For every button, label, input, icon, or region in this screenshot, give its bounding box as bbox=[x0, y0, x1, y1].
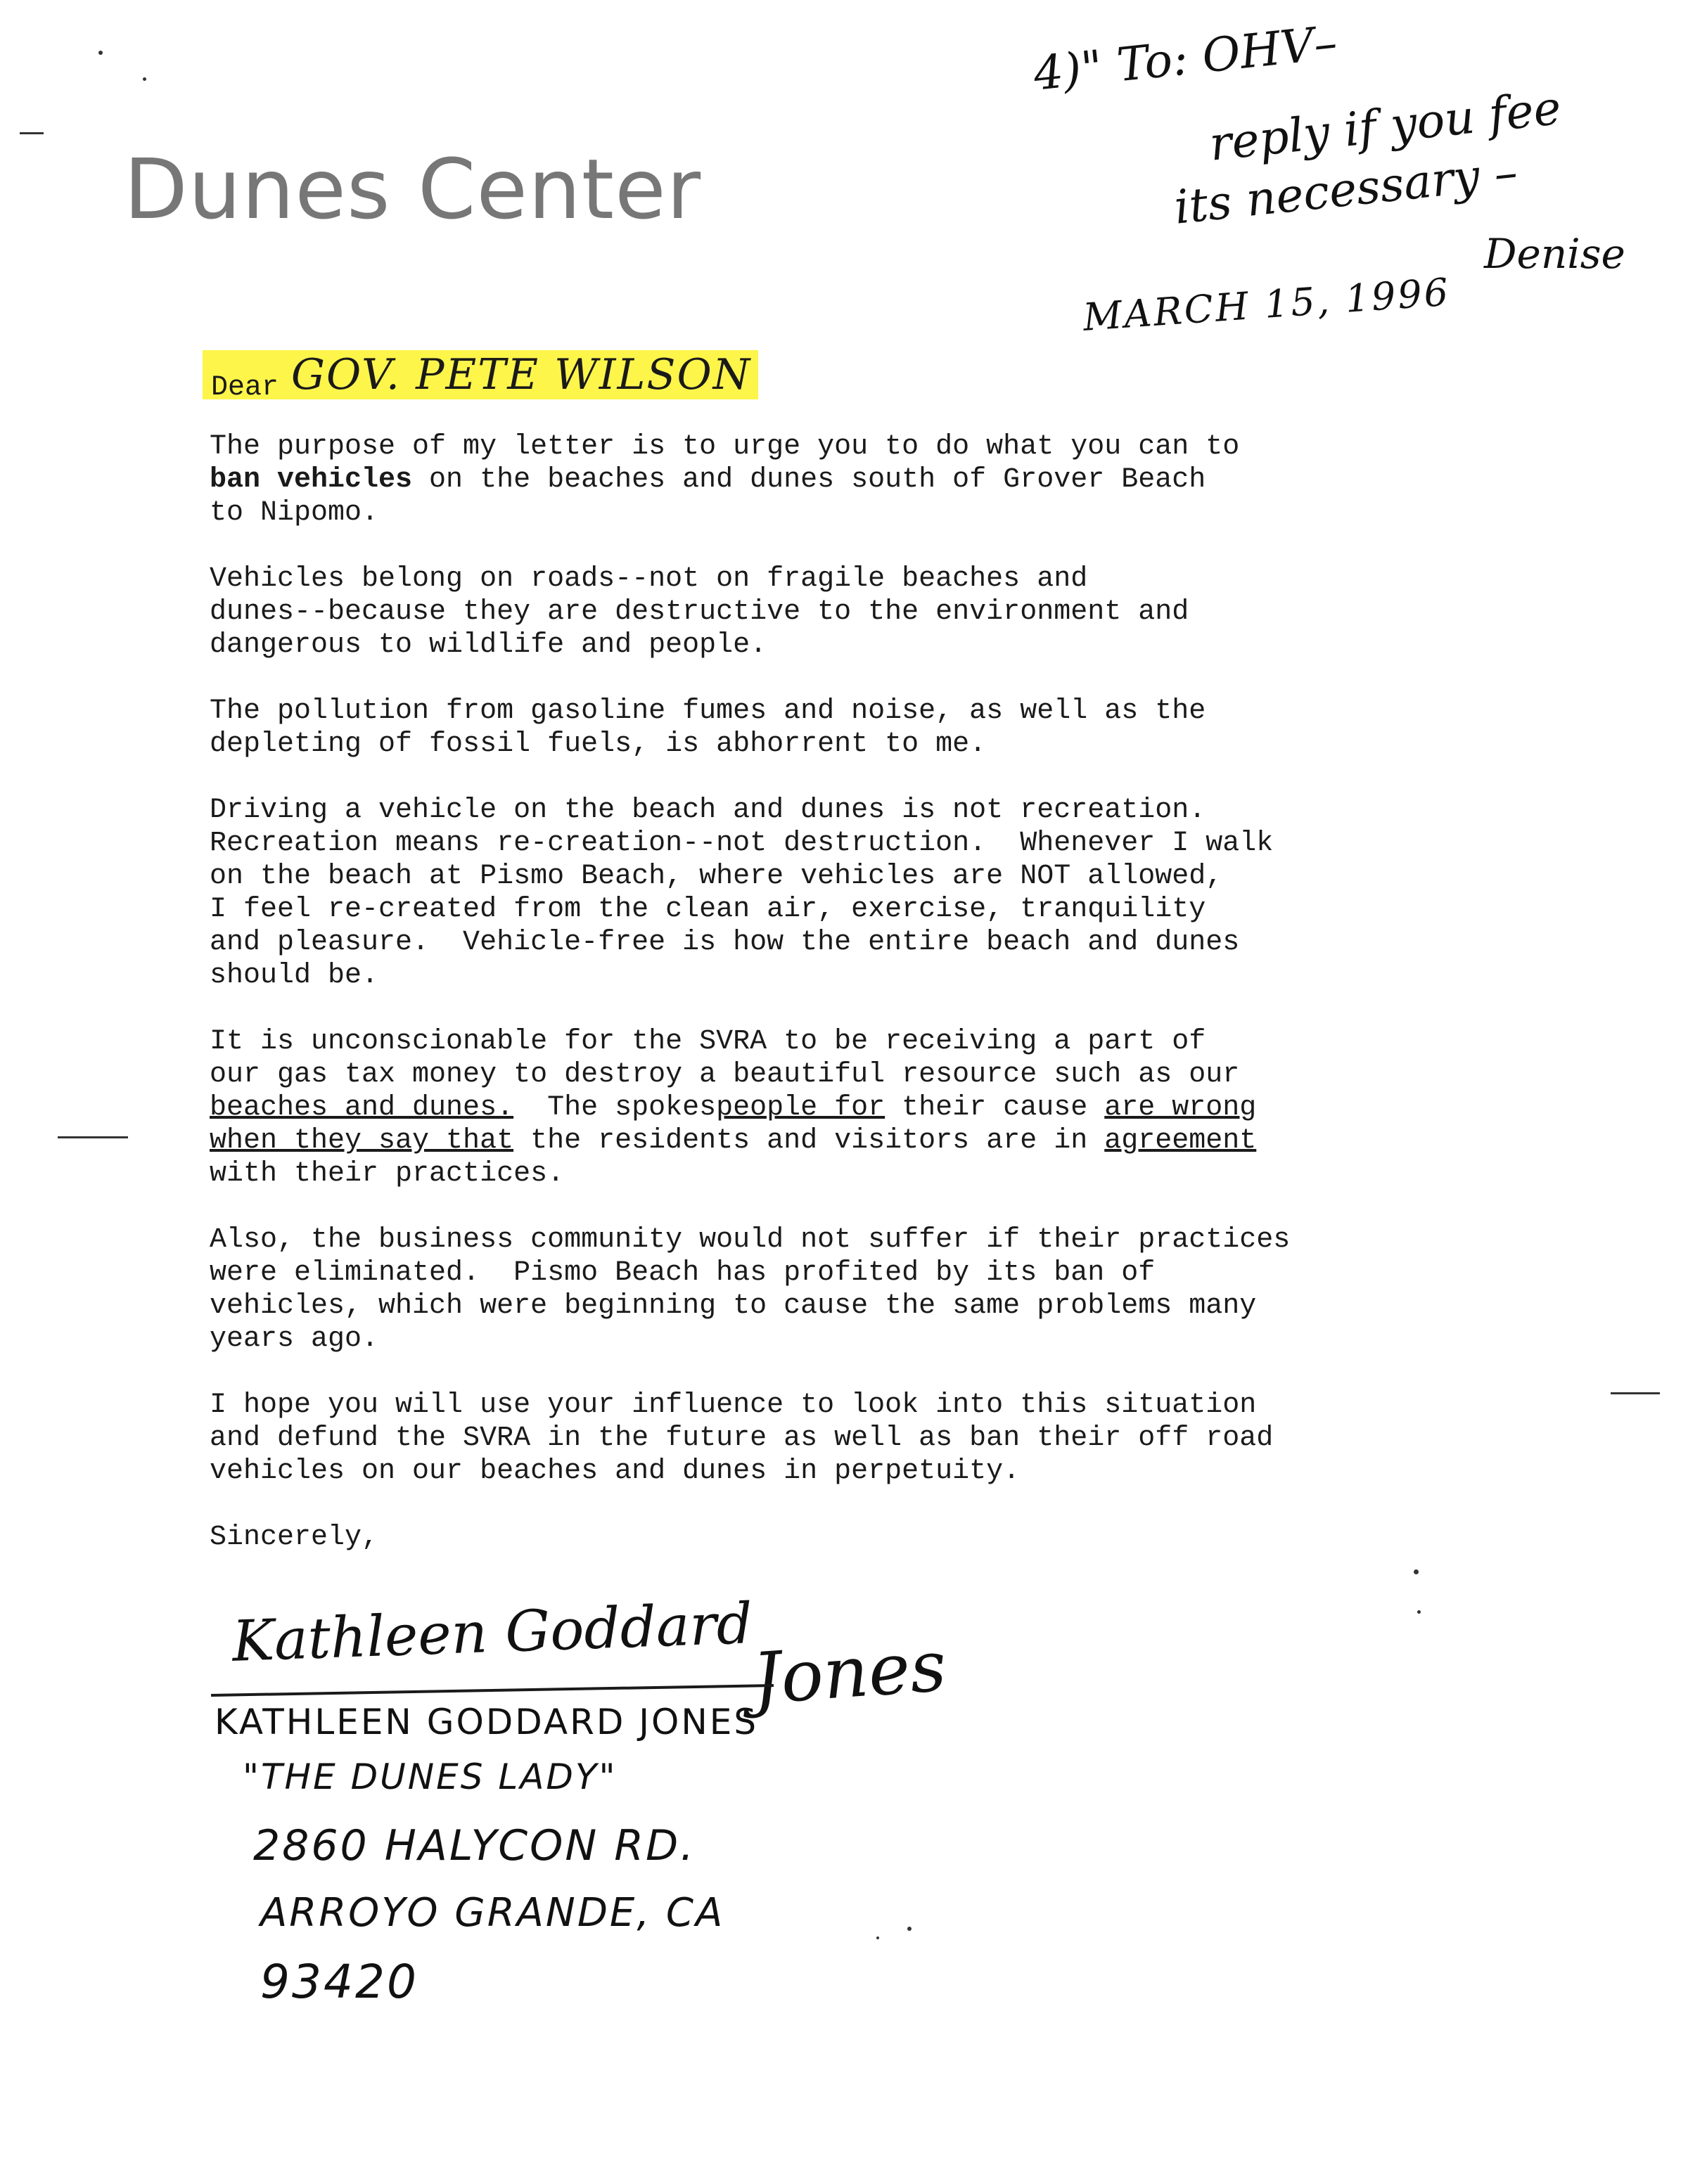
underlined-text: people for bbox=[716, 1092, 885, 1124]
salutation bbox=[203, 350, 758, 404]
paragraph bbox=[210, 1025, 1532, 1190]
underlined-text: beaches and dunes. bbox=[210, 1092, 514, 1124]
text-run: on the beaches and dunes south of Grover Beach bbox=[412, 464, 1206, 496]
margin-note-line: its necessary – bbox=[1171, 144, 1521, 235]
paragraph: Also, the business community would not suffer if their practices were eliminated. Pismo Beach has profited by its ban of vehicles, which were beginning to cause the same problems many years ago. bbox=[210, 1224, 1291, 1355]
sender-nickname: "THE DUNES LADY" bbox=[243, 1756, 618, 1797]
paragraph: The pollution from gasoline fumes and noise, as well as the depleting of fossil fuels, is abhorrent to me. bbox=[210, 695, 1206, 760]
paragraph: I hope you will use your influence to look into this situation and defund the SVRA in the future as well as ban their off road vehicles on our beaches and dunes in perpetuity. bbox=[210, 1389, 1274, 1487]
scan-speck bbox=[143, 77, 146, 81]
margin-note-line: reply if you fee bbox=[1206, 80, 1564, 172]
scan-dash bbox=[1611, 1392, 1660, 1394]
salutation-recipient: GOV. PETE WILSON bbox=[291, 350, 752, 399]
sender-zip: 93420 bbox=[260, 1955, 418, 2009]
closing: Sincerely, bbox=[210, 1522, 379, 1553]
text-run: The spokes bbox=[513, 1092, 717, 1124]
watermark: Dunes Center bbox=[124, 141, 702, 238]
text-run: to Nipomo. bbox=[210, 497, 379, 529]
signature-last: Jones bbox=[750, 1624, 949, 1721]
scan-speck bbox=[907, 1927, 912, 1931]
underlined-text: are wrong bbox=[1104, 1092, 1257, 1124]
scan-dash bbox=[20, 132, 44, 134]
handwritten-signature bbox=[231, 1591, 1006, 1721]
underlined-text: when they say that bbox=[210, 1125, 514, 1157]
sender-city: ARROYO GRANDE, CA bbox=[260, 1890, 725, 1936]
letter-date: MARCH 15, 1996 bbox=[1081, 269, 1452, 340]
scan-speck bbox=[1414, 1569, 1419, 1574]
bold-text: ban vehicles bbox=[210, 464, 413, 496]
paragraph bbox=[210, 430, 1532, 529]
text-run: their cause bbox=[885, 1092, 1105, 1124]
margin-note-signature: Denise bbox=[1484, 230, 1625, 278]
salutation-dear: Dear bbox=[211, 372, 279, 404]
scan-dash bbox=[58, 1136, 128, 1138]
text-run: with their practices. bbox=[210, 1158, 565, 1190]
underlined-text: agreement bbox=[1104, 1125, 1257, 1157]
sender-name: KATHLEEN GODDARD JONES bbox=[215, 1702, 759, 1742]
letter-body bbox=[210, 430, 1532, 1587]
text-run: the residents and visitors are in bbox=[513, 1125, 1105, 1157]
margin-note-line: 4)" To: OHV– bbox=[1030, 15, 1340, 101]
signature-first: Kathleen Goddard bbox=[231, 1591, 754, 1674]
paragraph: Driving a vehicle on the beach and dunes is not recreation. Recreation means re-creation--not destruction. Whenever I walk on the beach at Pismo Beach, where vehicles are NOT allowed, I feel re-created from the clean air, exercise, tranquility and pleasure. Vehicle-free is how the entire beach and dunes should be. bbox=[210, 795, 1274, 991]
text-run: The purpose of my letter is to urge you to do what you can to bbox=[210, 431, 1240, 463]
text-run: It is unconscionable for the SVRA to be receiving a part of our gas tax money to destroy a beautiful resource such as our bbox=[210, 1026, 1240, 1091]
margin-note bbox=[1030, 15, 1653, 278]
scan-speck bbox=[98, 51, 103, 55]
scan-speck bbox=[1417, 1610, 1421, 1614]
scan-speck bbox=[876, 1936, 879, 1939]
paragraph: Vehicles belong on roads--not on fragile beaches and dunes--because they are destructive to the environment and dangerous to wildlife and people. bbox=[210, 563, 1189, 661]
sender-street: 2860 HALYCON RD. bbox=[253, 1821, 696, 1870]
